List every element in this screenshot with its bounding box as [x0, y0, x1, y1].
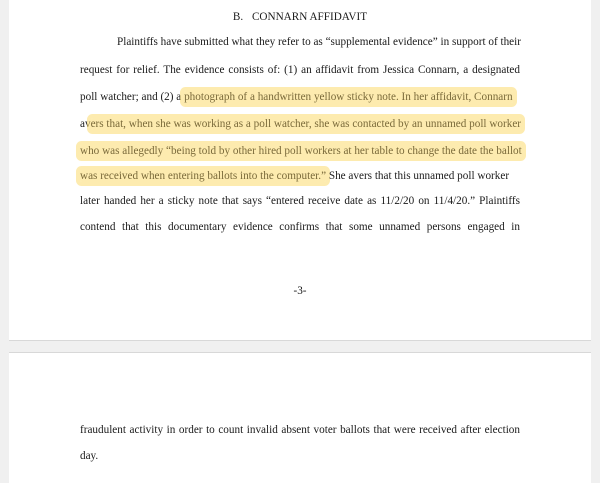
highlighted-text: was received when entering ballots into the computer.” — [80, 170, 327, 182]
line-text: poll watcher; and (2) a — [80, 91, 185, 103]
document-page-4 — [9, 352, 591, 483]
line-text: av — [80, 118, 91, 130]
paragraph-line-4 — [80, 117, 520, 132]
line-text: fraudulent activity in order to count invalid absent voter ballots that were received after election — [80, 424, 520, 436]
line-text: contend that this documentary evidence confirms that some unnamed persons engaged in — [80, 221, 520, 233]
paragraph-line-1 — [117, 35, 520, 50]
section-heading-number: B. — [232, 11, 244, 23]
paragraph-line-6 — [80, 169, 520, 184]
section-heading-text: CONNARN AFFIDAVIT — [251, 11, 368, 23]
page-number: -3- — [293, 285, 307, 297]
paragraph-line-10 — [80, 449, 520, 464]
line-text: request for relief. The evidence consists of: (1) an affidavit from Jessica Connarn, a designated — [80, 64, 520, 76]
highlighted-text: who was allegedly “being told by other hired poll workers at her table to change the date the ballot — [80, 145, 522, 157]
line-text: She avers that this unnamed poll worker — [326, 170, 510, 182]
paragraph-line-9 — [80, 423, 520, 438]
paragraph-line-8 — [80, 220, 520, 235]
highlighted-text: ers that, when she was working as a poll watcher, she was contacted by an unnamed poll worker — [90, 118, 522, 130]
section-heading — [9, 10, 591, 25]
highlighted-text: photograph of a handwritten yellow sticky note. In her affidavit, Connarn — [184, 91, 513, 103]
paragraph-line-3 — [80, 90, 520, 105]
paragraph-line-5 — [80, 144, 520, 159]
document-page-3 — [9, 0, 591, 341]
line-text: Plaintiffs have submitted what they refer to as “supplemental evidence” in support of their — [117, 36, 521, 48]
line-text: day. — [80, 450, 99, 462]
paragraph-line-7 — [80, 194, 520, 209]
paragraph-line-2 — [80, 63, 520, 78]
line-text: later handed her a sticky note that says “entered receive date as 11/2/20 on 11/4/20.” Plaintiffs — [80, 195, 520, 207]
